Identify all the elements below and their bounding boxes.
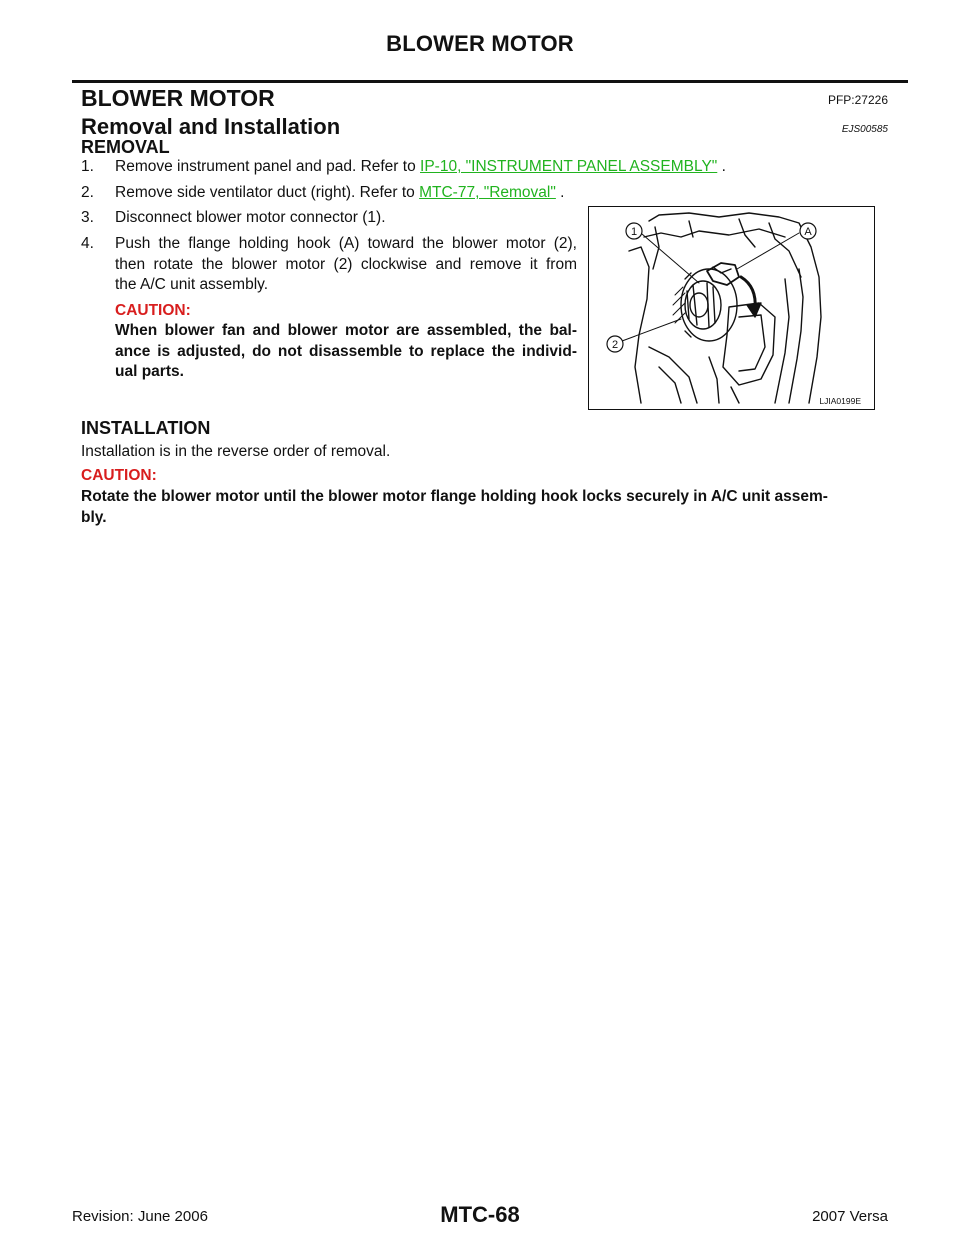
blower-motor-illustration bbox=[589, 207, 875, 410]
footer-page-number: MTC-68 bbox=[440, 1202, 520, 1227]
step-number: 2. bbox=[81, 184, 94, 201]
section-code: PFP:27226 bbox=[827, 93, 888, 107]
step-4-line-2: then rotate the blower motor (2) clockwise and remove it from bbox=[115, 255, 577, 273]
footer-revision: Revision: June 2006 bbox=[72, 1208, 208, 1225]
installation-text: Installation is in the reverse order of removal. bbox=[81, 443, 391, 460]
removal-step-3 bbox=[81, 208, 386, 228]
installation-caution-line-2: bly. bbox=[81, 508, 107, 526]
removal-caution-line-2: ance is adjusted, do not disassemble to replace the individ- bbox=[115, 342, 577, 360]
mtc-77-link[interactable]: MTC-77, "Removal" bbox=[419, 184, 556, 201]
removal-caution-label: CAUTION: bbox=[115, 301, 191, 319]
installation-caution-line-1: Rotate the blower motor until the blower motor flange holding hook locks securely in A/C unit assem- bbox=[81, 488, 828, 505]
step-text: Remove instrument panel and pad. Refer to bbox=[115, 158, 421, 175]
subsection-code: EJS00585 bbox=[841, 124, 888, 135]
callout-a: A bbox=[804, 226, 812, 238]
ip-10-link[interactable]: IP-10, "INSTRUMENT PANEL ASSEMBLY" bbox=[420, 158, 718, 175]
subsection-title: Removal and Installation bbox=[81, 114, 341, 139]
step-after: . bbox=[555, 184, 565, 201]
removal-step-1 bbox=[81, 157, 726, 177]
step-number: 3. bbox=[81, 209, 94, 226]
callout-1: 1 bbox=[630, 226, 638, 238]
installation-caution-label: CAUTION: bbox=[81, 467, 157, 484]
callout-2: 2 bbox=[611, 339, 619, 351]
removal-caution-line-3: ual parts. bbox=[115, 363, 184, 380]
step-text: Disconnect blower motor connector (1). bbox=[115, 209, 386, 226]
installation-caution-text bbox=[81, 487, 881, 528]
removal-step-2 bbox=[81, 183, 565, 203]
step-text: Remove side ventilator duct (right). Refer to bbox=[115, 184, 420, 201]
installation-heading: INSTALLATION bbox=[81, 418, 211, 438]
step-4-line-3: the A/C unit assembly. bbox=[115, 276, 269, 293]
step-after: . bbox=[717, 158, 726, 175]
footer-model: 2007 Versa bbox=[812, 1208, 888, 1225]
header-rule bbox=[72, 80, 908, 83]
running-header-title: BLOWER MOTOR bbox=[386, 31, 574, 56]
step-number: 4. bbox=[81, 235, 94, 252]
section-title: BLOWER MOTOR bbox=[81, 85, 275, 111]
figure-id: LJIA0199E bbox=[819, 396, 861, 406]
removal-step-4-text bbox=[115, 234, 577, 383]
step-4-line-1: Push the flange holding hook (A) toward the blower motor (2), bbox=[115, 235, 577, 252]
removal-caution-line-1: When blower fan and blower motor are assembled, the bal- bbox=[115, 322, 577, 339]
step-number: 1. bbox=[81, 158, 94, 175]
blower-motor-figure bbox=[588, 206, 875, 410]
removal-heading: REMOVAL bbox=[81, 137, 170, 157]
removal-step-4-number bbox=[81, 234, 115, 254]
